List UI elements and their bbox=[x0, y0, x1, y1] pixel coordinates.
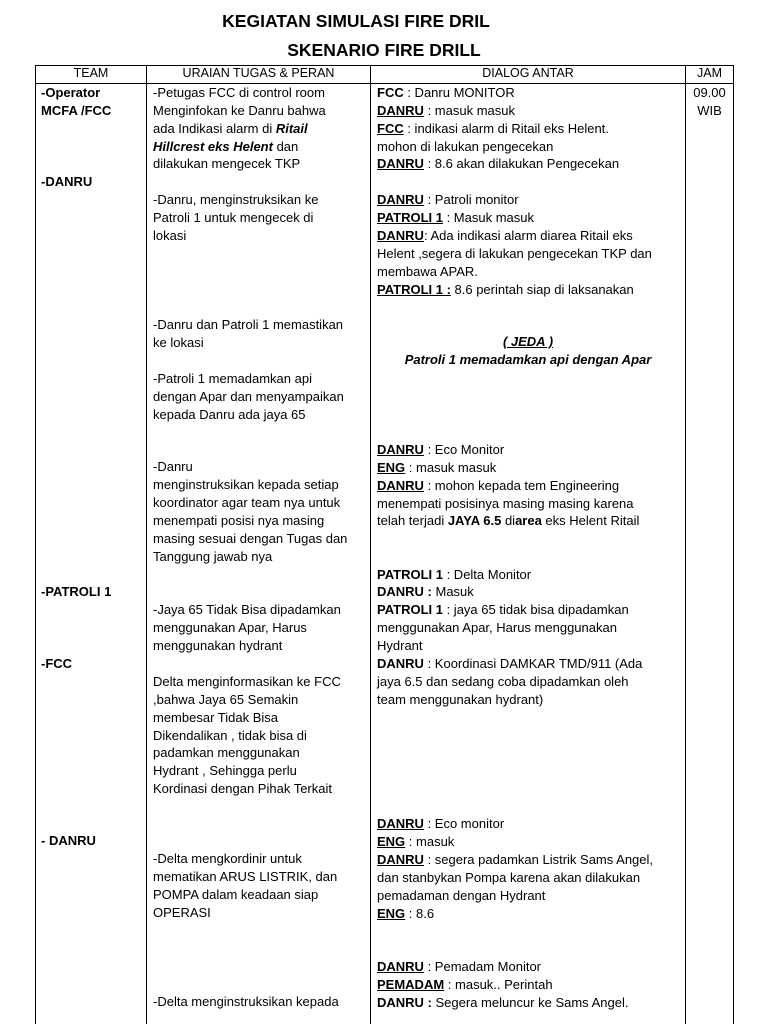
uraian-line: Menginfokan ke Danru bahwa bbox=[153, 103, 326, 118]
uraian-line: -Jaya 65 Tidak Bisa dipadamkan bbox=[153, 602, 341, 617]
dialog-line: PATROLI 1 : 8.6 perintah siap di laksanakan bbox=[377, 282, 634, 297]
col-border-team bbox=[146, 65, 147, 1024]
uraian-line: dengan Apar dan menyampaikan bbox=[153, 389, 344, 404]
uraian-line: Kordinasi dengan Pihak Terkait bbox=[153, 781, 332, 796]
uraian-line: ke lokasi bbox=[153, 335, 204, 350]
dialog-line: menggunakan Apar, Harus menggunakan bbox=[377, 620, 617, 635]
col-border-left bbox=[35, 65, 36, 1024]
dialog-line: telah terjadi JAYA 6.5 diarea eks Helent Ritail bbox=[377, 513, 640, 528]
dialog-line: PATROLI 1 : jaya 65 tidak bisa dipadamkan bbox=[377, 602, 629, 617]
uraian-line: membesar Tidak Bisa bbox=[153, 710, 278, 725]
document-title: KEGIATAN SIMULASI FIRE DRIL bbox=[222, 11, 490, 31]
uraian-line: Hillcrest eks Helent dan bbox=[153, 139, 299, 154]
dialog-line: team menggunakan hydrant) bbox=[377, 692, 544, 707]
dialog-line: DANRU : Koordinasi DAMKAR TMD/911 (Ada bbox=[377, 656, 643, 671]
dialog-line: DANRU : segera padamkan Listrik Sams Angel, bbox=[377, 852, 654, 867]
dialog-line: membawa APAR. bbox=[377, 264, 478, 279]
jeda-description: Patroli 1 memadamkan api dengan Apar bbox=[404, 352, 652, 367]
uraian-line: -Danru, menginstruksikan ke bbox=[153, 192, 319, 207]
uraian-line: Delta menginformasikan ke FCC bbox=[153, 674, 341, 689]
dialog-line: mohon di lakukan pengecekan bbox=[377, 139, 554, 154]
jam-zone: WIB bbox=[697, 103, 722, 118]
uraian-line: menginstruksikan kepada setiap bbox=[153, 477, 339, 492]
dialog-line: ENG : masuk bbox=[377, 834, 455, 849]
dialog-line: jaya 6.5 dan sedang coba dipadamkan oleh bbox=[377, 674, 629, 689]
uraian-line: lokasi bbox=[153, 228, 187, 243]
col-border-dialog bbox=[685, 65, 686, 1024]
uraian-line: Hydrant , Sehingga perlu bbox=[153, 763, 297, 778]
team-fcc: -FCC bbox=[41, 656, 73, 671]
team-operator: -Operator bbox=[41, 85, 101, 100]
uraian-line: OPERASI bbox=[153, 905, 211, 920]
dialog-line: Helent ,segera di lakukan pengecekan TKP dan bbox=[377, 246, 652, 261]
uraian-line: Patroli 1 untuk mengecek di bbox=[153, 210, 314, 225]
team-patroli-1: -PATROLI 1 bbox=[41, 584, 112, 599]
uraian-line: -Delta menginstruksikan kepada bbox=[153, 994, 339, 1009]
uraian-line: padamkan menggunakan bbox=[153, 745, 300, 760]
dialog-line: DANRU: Ada indikasi alarm diarea Ritail eks bbox=[377, 228, 633, 243]
uraian-line: ,bahwa Jaya 65 Semakin bbox=[153, 692, 299, 707]
uraian-line: -Danru dan Patroli 1 memastikan bbox=[153, 317, 344, 332]
dialog-line: PATROLI 1 : Masuk masuk bbox=[377, 210, 534, 225]
team-danru-2: - DANRU bbox=[41, 833, 96, 848]
document-subtitle: SKENARIO FIRE DRILL bbox=[287, 40, 481, 60]
team-mcfa-fcc: MCFA /FCC bbox=[41, 103, 112, 118]
dialog-line: pemadaman dengan Hydrant bbox=[377, 888, 546, 903]
dialog-line: DANRU : 8.6 akan dilakukan Pengecekan bbox=[377, 156, 620, 171]
col-border-uraian bbox=[370, 65, 371, 1024]
team-danru: -DANRU bbox=[41, 174, 93, 189]
dialog-line: DANRU : masuk masuk bbox=[377, 103, 515, 118]
uraian-line: POMPA dalam keadaan siap bbox=[153, 887, 319, 902]
header-jam: JAM bbox=[697, 66, 722, 80]
dialog-line: FCC : Danru MONITOR bbox=[377, 85, 515, 100]
header-dialog: DIALOG ANTAR bbox=[482, 66, 574, 80]
uraian-line: mematikan ARUS LISTRIK, dan bbox=[153, 869, 338, 884]
uraian-line: -Danru bbox=[153, 459, 193, 474]
dialog-line: DANRU : Eco monitor bbox=[377, 816, 505, 831]
jeda-label: ( JEDA ) bbox=[502, 334, 554, 349]
uraian-line: -Delta mengkordinir untuk bbox=[153, 851, 302, 866]
header-team: TEAM bbox=[73, 66, 109, 80]
dialog-line: Hydrant bbox=[377, 638, 423, 653]
uraian-line: menggunakan hydrant bbox=[153, 638, 283, 653]
dialog-line: DANRU : mohon kepada tem Engineering bbox=[377, 478, 620, 493]
dialog-line: ENG : 8.6 bbox=[377, 906, 435, 921]
uraian-line: koordinator agar team nya untuk bbox=[153, 495, 341, 510]
uraian-line: dilakukan mengecek TKP bbox=[153, 156, 301, 171]
dialog-line: DANRU : Masuk bbox=[377, 584, 474, 599]
jam-time: 09.00 bbox=[693, 85, 726, 100]
uraian-line: -Patroli 1 memadamkan api bbox=[153, 371, 312, 386]
header-uraian: URAIAN TUGAS & PERAN bbox=[182, 66, 335, 80]
dialog-line: PATROLI 1 : Delta Monitor bbox=[377, 567, 532, 582]
dialog-line: menempati posisinya masing masing karena bbox=[377, 496, 634, 511]
dialog-line: DANRU : Segera meluncur ke Sams Angel. bbox=[377, 995, 629, 1010]
dialog-line: DANRU : Pemadam Monitor bbox=[377, 959, 541, 974]
uraian-line: -Petugas FCC di control room bbox=[153, 85, 325, 100]
uraian-line: kepada Danru ada jaya 65 bbox=[153, 407, 306, 422]
uraian-line: ada Indikasi alarm di Ritail bbox=[153, 121, 308, 136]
dialog-line: PEMADAM : masuk.. Perintah bbox=[377, 977, 553, 992]
uraian-line: masing sesuai dengan Tugas dan bbox=[153, 531, 348, 546]
uraian-line: menempati posisi nya masing bbox=[153, 513, 325, 528]
col-border-right bbox=[733, 65, 734, 1024]
dialog-line: DANRU : Eco Monitor bbox=[377, 442, 505, 457]
dialog-line: ENG : masuk masuk bbox=[377, 460, 497, 475]
dialog-line: FCC : indikasi alarm di Ritail eks Helent. bbox=[377, 121, 609, 136]
dialog-line: dan stanbykan Pompa karena akan dilakukan bbox=[377, 870, 641, 885]
uraian-line: menggunakan Apar, Harus bbox=[153, 620, 307, 635]
uraian-line: Dikendalikan , tidak bisa di bbox=[153, 728, 307, 743]
dialog-line: DANRU : Patroli monitor bbox=[377, 192, 519, 207]
uraian-line: Tanggung jawab nya bbox=[153, 549, 273, 564]
